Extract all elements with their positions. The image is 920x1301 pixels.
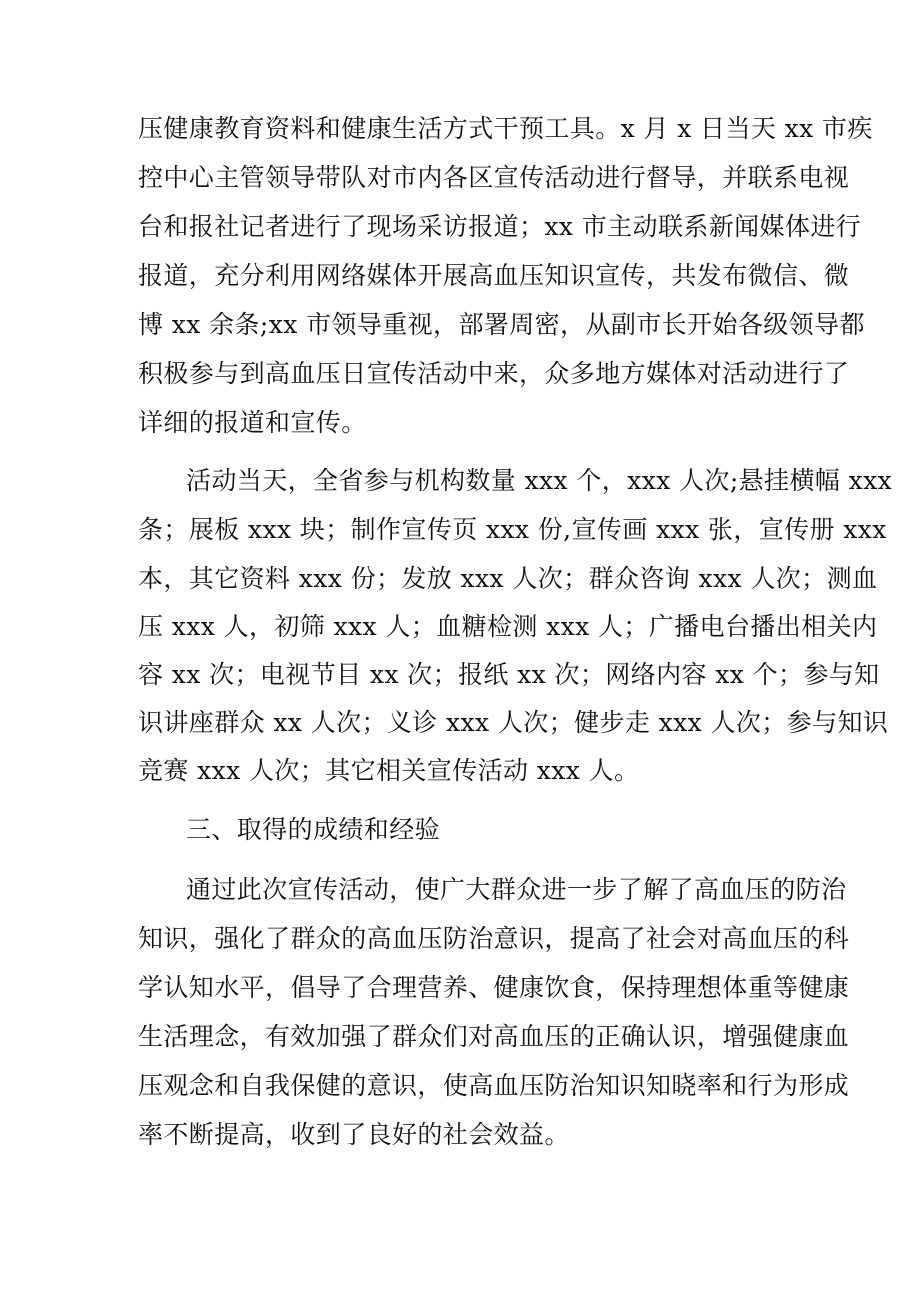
paragraph-1-line-5: 博 xx 余条;xx 市领导重视，部署周密，从副市长开始各级领导都 <box>138 310 865 339</box>
paragraph-3-line-5: 压观念和自我保健的意识，使高血压防治知识知晓率和行为形成 <box>138 1071 850 1100</box>
paragraph-1-line-4: 报道，充分利用网络媒体开展高血压知识宣传，共发布微信、微 <box>138 261 850 290</box>
paragraph-3-line-2: 知识，强化了群众的高血压防治意识，提高了社会对高血压的科 <box>138 924 850 953</box>
paragraph-2-line-7: 竞赛 xxx 人次；其它相关宣传活动 xxx 人。 <box>138 756 640 785</box>
paragraph-1-line-1: 压健康教育资料和健康生活方式干预工具。x 月 x 日当天 xx 市疾 <box>138 114 873 143</box>
paragraph-3-line-6: 率不断提高，收到了良好的社会效益。 <box>138 1120 570 1149</box>
paragraph-2-line-5: 容 xx 次；电视节目 xx 次；报纸 xx 次；网络内容 xx 个；参与知 <box>138 660 880 689</box>
paragraph-2-line-4: 压 xxx 人，初筛 xxx 人；血糖检测 xxx 人；广播电台播出相关内 <box>138 612 878 641</box>
paragraph-1-line-7: 详细的报道和宣传。 <box>138 408 367 437</box>
paragraph-3-line-4: 生活理念，有效加强了群众们对高血压的正确认识，增强健康血 <box>138 1022 850 1051</box>
paragraph-1-line-3: 台和报社记者进行了现场采访报道；xx 市主动联系新闻媒体进行 <box>138 212 862 241</box>
paragraph-2-line-6: 识讲座群众 xx 人次；义诊 xxx 人次；健步走 xxx 人次；参与知识 <box>138 708 889 737</box>
paragraph-1-line-6: 积极参与到高血压日宣传活动中来，众多地方媒体对活动进行了 <box>138 359 850 388</box>
paragraph-2-line-2: 条；展板 xxx 块；制作宣传页 xxx 份,宣传画 xxx 张，宣传册 xxx <box>138 515 887 544</box>
paragraph-3-line-3: 学认知水平，倡导了合理营养、健康饮食，保持理想体重等健康 <box>138 973 850 1002</box>
paragraph-3-line-1: 通过此次宣传活动，使广大群众进一步了解了高血压的防治 <box>186 875 847 904</box>
paragraph-2-line-1: 活动当天，全省参与机构数量 xxx 个，xxx 人次;悬挂横幅 xxx <box>186 466 893 495</box>
section-heading: 三、取得的成绩和经验 <box>186 815 441 844</box>
paragraph-2-line-3: 本，其它资料 xxx 份；发放 xxx 人次；群众咨询 xxx 人次；测血 <box>138 564 878 593</box>
paragraph-1-line-2: 控中心主管领导带队对市内各区宣传活动进行督导，并联系电视 <box>138 163 850 192</box>
